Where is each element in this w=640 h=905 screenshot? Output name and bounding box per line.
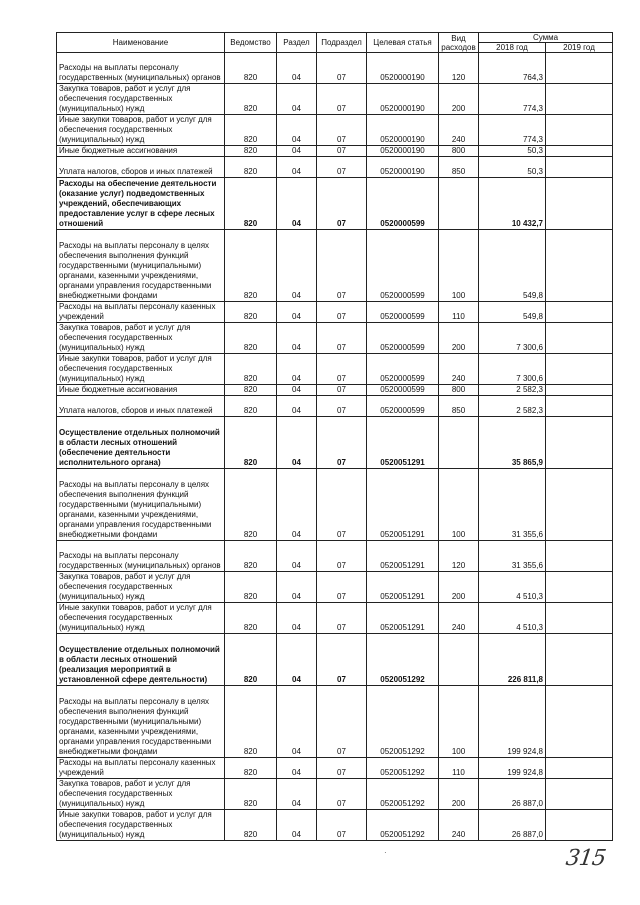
cell-dept: 820 — [225, 115, 277, 146]
cell-target: 0520000599 — [367, 302, 439, 323]
handwritten-page-number: 315 — [564, 846, 607, 871]
cell-exptype: 800 — [439, 385, 479, 396]
cell-subsection: 07 — [317, 541, 367, 572]
cell-target: 0520000190 — [367, 146, 439, 157]
cell-name: Расходы на выплаты персоналу казенных учреждений — [57, 758, 225, 779]
cell-dept: 820 — [225, 634, 277, 686]
cell-dept: 820 — [225, 84, 277, 115]
cell-section: 04 — [277, 323, 317, 354]
cell-2018: 26 887,0 — [479, 810, 546, 841]
cell-subsection: 07 — [317, 758, 367, 779]
budget-table — [56, 32, 613, 841]
cell-subsection: 07 — [317, 84, 367, 115]
cell-target: 0520000190 — [367, 157, 439, 178]
cell-2018: 31 355,6 — [479, 469, 546, 541]
header-dept: Ведомство — [225, 33, 277, 53]
cell-2018: 774,3 — [479, 115, 546, 146]
header-year-2018: 2018 год — [479, 43, 546, 53]
cell-2018: 4 510,3 — [479, 603, 546, 634]
cell-dept: 820 — [225, 157, 277, 178]
cell-2018: 7 300,6 — [479, 323, 546, 354]
cell-exptype: 240 — [439, 115, 479, 146]
cell-exptype: 110 — [439, 758, 479, 779]
cell-2018: 764,3 — [479, 53, 546, 84]
cell-section: 04 — [277, 779, 317, 810]
cell-2018: 7 300,6 — [479, 354, 546, 385]
cell-section: 04 — [277, 572, 317, 603]
cell-section: 04 — [277, 810, 317, 841]
cell-target: 0520051291 — [367, 417, 439, 469]
cell-exptype: 200 — [439, 323, 479, 354]
cell-section: 04 — [277, 686, 317, 758]
cell-2019 — [546, 53, 613, 84]
cell-dept: 820 — [225, 603, 277, 634]
cell-name: Уплата налогов, сборов и иных платежей — [57, 396, 225, 417]
cell-name: Расходы на выплаты персоналу в целях обеспечения выполнения функций государственными (муниципальными) органами, казенными учреждениями, органами управления государственными внебюджетными фондами — [57, 686, 225, 758]
cell-2019 — [546, 302, 613, 323]
cell-name: Расходы на выплаты персоналу государственных (муниципальных) органов — [57, 53, 225, 84]
cell-2019 — [546, 157, 613, 178]
table-row — [57, 146, 613, 157]
cell-2018: 549,8 — [479, 302, 546, 323]
cell-2019 — [546, 417, 613, 469]
cell-2019 — [546, 84, 613, 115]
cell-section: 04 — [277, 417, 317, 469]
cell-subsection: 07 — [317, 115, 367, 146]
cell-section: 04 — [277, 146, 317, 157]
cell-dept: 820 — [225, 178, 277, 230]
cell-2018: 31 355,6 — [479, 541, 546, 572]
cell-section: 04 — [277, 541, 317, 572]
cell-subsection: 07 — [317, 354, 367, 385]
cell-section: 04 — [277, 230, 317, 302]
cell-name: Расходы на выплаты персоналу казенных учреждений — [57, 302, 225, 323]
cell-2019 — [546, 758, 613, 779]
table-row — [57, 302, 613, 323]
cell-target: 0520051292 — [367, 686, 439, 758]
cell-dept: 820 — [225, 541, 277, 572]
cell-target: 0520000599 — [367, 178, 439, 230]
cell-dept: 820 — [225, 385, 277, 396]
cell-2018: 50,3 — [479, 157, 546, 178]
cell-2019 — [546, 686, 613, 758]
cell-name: Закупка товаров, работ и услуг для обеспечения государственных (муниципальных) нужд — [57, 323, 225, 354]
table-row — [57, 396, 613, 417]
cell-2018: 2 582,3 — [479, 396, 546, 417]
cell-2019 — [546, 634, 613, 686]
cell-2019 — [546, 469, 613, 541]
cell-subsection: 07 — [317, 810, 367, 841]
cell-section: 04 — [277, 396, 317, 417]
table-row — [57, 354, 613, 385]
cell-subsection: 07 — [317, 417, 367, 469]
cell-2019 — [546, 385, 613, 396]
cell-2019 — [546, 541, 613, 572]
cell-section: 04 — [277, 115, 317, 146]
table-row — [57, 779, 613, 810]
cell-dept: 820 — [225, 417, 277, 469]
cell-section: 04 — [277, 84, 317, 115]
table-row — [57, 603, 613, 634]
cell-2018: 35 865,9 — [479, 417, 546, 469]
table-header — [57, 33, 613, 53]
cell-dept: 820 — [225, 146, 277, 157]
cell-target: 0520000599 — [367, 396, 439, 417]
cell-exptype: 100 — [439, 469, 479, 541]
cell-target: 0520000190 — [367, 53, 439, 84]
cell-dept: 820 — [225, 302, 277, 323]
cell-target: 0520051292 — [367, 634, 439, 686]
cell-exptype — [439, 417, 479, 469]
cell-name: Осуществление отдельных полномочий в области лесных отношений (обеспечение деятельности исполнительного органа) — [57, 417, 225, 469]
cell-dept: 820 — [225, 354, 277, 385]
cell-section: 04 — [277, 758, 317, 779]
cell-exptype: 850 — [439, 157, 479, 178]
cell-subsection: 07 — [317, 53, 367, 84]
table-row — [57, 686, 613, 758]
cell-name: Закупка товаров, работ и услуг для обеспечения государственных (муниципальных) нужд — [57, 572, 225, 603]
cell-2018: 199 924,8 — [479, 758, 546, 779]
cell-2018: 774,3 — [479, 84, 546, 115]
table-row — [57, 53, 613, 84]
cell-section: 04 — [277, 302, 317, 323]
cell-section: 04 — [277, 157, 317, 178]
header-sum: Сумма — [479, 33, 613, 43]
cell-exptype: 100 — [439, 686, 479, 758]
table-row — [57, 541, 613, 572]
cell-dept: 820 — [225, 758, 277, 779]
cell-dept: 820 — [225, 572, 277, 603]
cell-subsection: 07 — [317, 146, 367, 157]
cell-dept: 820 — [225, 810, 277, 841]
stray-mark: · — [384, 848, 387, 857]
cell-target: 0520000190 — [367, 84, 439, 115]
cell-name: Иные закупки товаров, работ и услуг для обеспечения государственных (муниципальных) нужд — [57, 603, 225, 634]
cell-exptype: 240 — [439, 354, 479, 385]
cell-subsection: 07 — [317, 323, 367, 354]
cell-target: 0520051291 — [367, 469, 439, 541]
header-section: Раздел — [277, 33, 317, 53]
cell-2019 — [546, 115, 613, 146]
cell-2019 — [546, 810, 613, 841]
cell-target: 0520000599 — [367, 323, 439, 354]
table-row — [57, 178, 613, 230]
cell-2018: 10 432,7 — [479, 178, 546, 230]
header-name: Наименование — [57, 33, 225, 53]
cell-exptype: 200 — [439, 572, 479, 603]
header-target: Целевая статья — [367, 33, 439, 53]
cell-2019 — [546, 779, 613, 810]
header-exptype: Вид расходов — [439, 33, 479, 53]
cell-target: 0520051291 — [367, 603, 439, 634]
cell-2018: 50,3 — [479, 146, 546, 157]
cell-section: 04 — [277, 53, 317, 84]
cell-section: 04 — [277, 385, 317, 396]
table-row — [57, 323, 613, 354]
table-row — [57, 115, 613, 146]
cell-name: Иные закупки товаров, работ и услуг для обеспечения государственных (муниципальных) нужд — [57, 354, 225, 385]
cell-name: Расходы на обеспечение деятельности (оказание услуг) подведомственных учреждений, обеспечивающих предоставление услуг в сфере лесных отношений — [57, 178, 225, 230]
cell-dept: 820 — [225, 686, 277, 758]
cell-2018: 199 924,8 — [479, 686, 546, 758]
cell-subsection: 07 — [317, 178, 367, 230]
cell-target: 0520000190 — [367, 115, 439, 146]
cell-subsection: 07 — [317, 385, 367, 396]
table-row — [57, 417, 613, 469]
cell-name: Осуществление отдельных полномочий в области лесных отношений (реализация мероприятий в установленной сфере деятельности) — [57, 634, 225, 686]
cell-exptype: 120 — [439, 53, 479, 84]
cell-name: Уплата налогов, сборов и иных платежей — [57, 157, 225, 178]
cell-name: Расходы на выплаты персоналу в целях обеспечения выполнения функций государственными (муниципальными) органами, казенными учреждениями, органами управления государственными внебюджетными фондами — [57, 230, 225, 302]
cell-name: Закупка товаров, работ и услуг для обеспечения государственных (муниципальных) нужд — [57, 779, 225, 810]
cell-2019 — [546, 178, 613, 230]
cell-exptype: 100 — [439, 230, 479, 302]
cell-subsection: 07 — [317, 469, 367, 541]
cell-name: Расходы на выплаты персоналу в целях обеспечения выполнения функций государственными (муниципальными) органами, казенными учреждениями, органами управления государственными внебюджетными фондами — [57, 469, 225, 541]
cell-exptype: 850 — [439, 396, 479, 417]
table-row — [57, 157, 613, 178]
cell-exptype: 110 — [439, 302, 479, 323]
cell-target: 0520051292 — [367, 758, 439, 779]
cell-target: 0520000599 — [367, 385, 439, 396]
cell-subsection: 07 — [317, 230, 367, 302]
table-row — [57, 84, 613, 115]
cell-name: Иные бюджетные ассигнования — [57, 385, 225, 396]
cell-dept: 820 — [225, 396, 277, 417]
cell-exptype: 200 — [439, 779, 479, 810]
cell-2019 — [546, 603, 613, 634]
cell-section: 04 — [277, 178, 317, 230]
cell-subsection: 07 — [317, 302, 367, 323]
cell-exptype — [439, 634, 479, 686]
cell-subsection: 07 — [317, 634, 367, 686]
cell-target: 0520051292 — [367, 810, 439, 841]
cell-2018: 2 582,3 — [479, 385, 546, 396]
cell-subsection: 07 — [317, 603, 367, 634]
cell-exptype — [439, 178, 479, 230]
cell-subsection: 07 — [317, 686, 367, 758]
cell-name: Иные бюджетные ассигнования — [57, 146, 225, 157]
cell-section: 04 — [277, 354, 317, 385]
header-subsection: Подраздел — [317, 33, 367, 53]
cell-exptype: 240 — [439, 603, 479, 634]
table-row — [57, 385, 613, 396]
cell-dept: 820 — [225, 230, 277, 302]
cell-2019 — [546, 146, 613, 157]
cell-exptype: 200 — [439, 84, 479, 115]
cell-dept: 820 — [225, 779, 277, 810]
cell-subsection: 07 — [317, 572, 367, 603]
cell-2019 — [546, 354, 613, 385]
cell-section: 04 — [277, 469, 317, 541]
table-row — [57, 634, 613, 686]
cell-name: Расходы на выплаты персоналу государственных (муниципальных) органов — [57, 541, 225, 572]
table-row — [57, 810, 613, 841]
cell-2019 — [546, 323, 613, 354]
cell-2019 — [546, 396, 613, 417]
table-row — [57, 469, 613, 541]
cell-target: 0520000599 — [367, 354, 439, 385]
cell-target: 0520000599 — [367, 230, 439, 302]
cell-name: Закупка товаров, работ и услуг для обеспечения государственных (муниципальных) нужд — [57, 84, 225, 115]
cell-dept: 820 — [225, 323, 277, 354]
cell-name: Иные закупки товаров, работ и услуг для обеспечения государственных (муниципальных) нужд — [57, 810, 225, 841]
cell-subsection: 07 — [317, 779, 367, 810]
cell-target: 0520051291 — [367, 572, 439, 603]
cell-section: 04 — [277, 603, 317, 634]
cell-subsection: 07 — [317, 396, 367, 417]
cell-2018: 26 887,0 — [479, 779, 546, 810]
cell-subsection: 07 — [317, 157, 367, 178]
cell-2018: 549,8 — [479, 230, 546, 302]
cell-2019 — [546, 572, 613, 603]
table-row — [57, 758, 613, 779]
cell-exptype: 800 — [439, 146, 479, 157]
table-row — [57, 230, 613, 302]
cell-dept: 820 — [225, 469, 277, 541]
cell-section: 04 — [277, 634, 317, 686]
cell-2018: 226 811,8 — [479, 634, 546, 686]
header-year-2019: 2019 год — [546, 43, 613, 53]
table-body — [57, 53, 613, 841]
cell-name: Иные закупки товаров, работ и услуг для обеспечения государственных (муниципальных) нужд — [57, 115, 225, 146]
cell-target: 0520051291 — [367, 541, 439, 572]
table-row — [57, 572, 613, 603]
cell-exptype: 120 — [439, 541, 479, 572]
cell-2019 — [546, 230, 613, 302]
cell-2018: 4 510,3 — [479, 572, 546, 603]
cell-target: 0520051292 — [367, 779, 439, 810]
cell-exptype: 240 — [439, 810, 479, 841]
cell-dept: 820 — [225, 53, 277, 84]
